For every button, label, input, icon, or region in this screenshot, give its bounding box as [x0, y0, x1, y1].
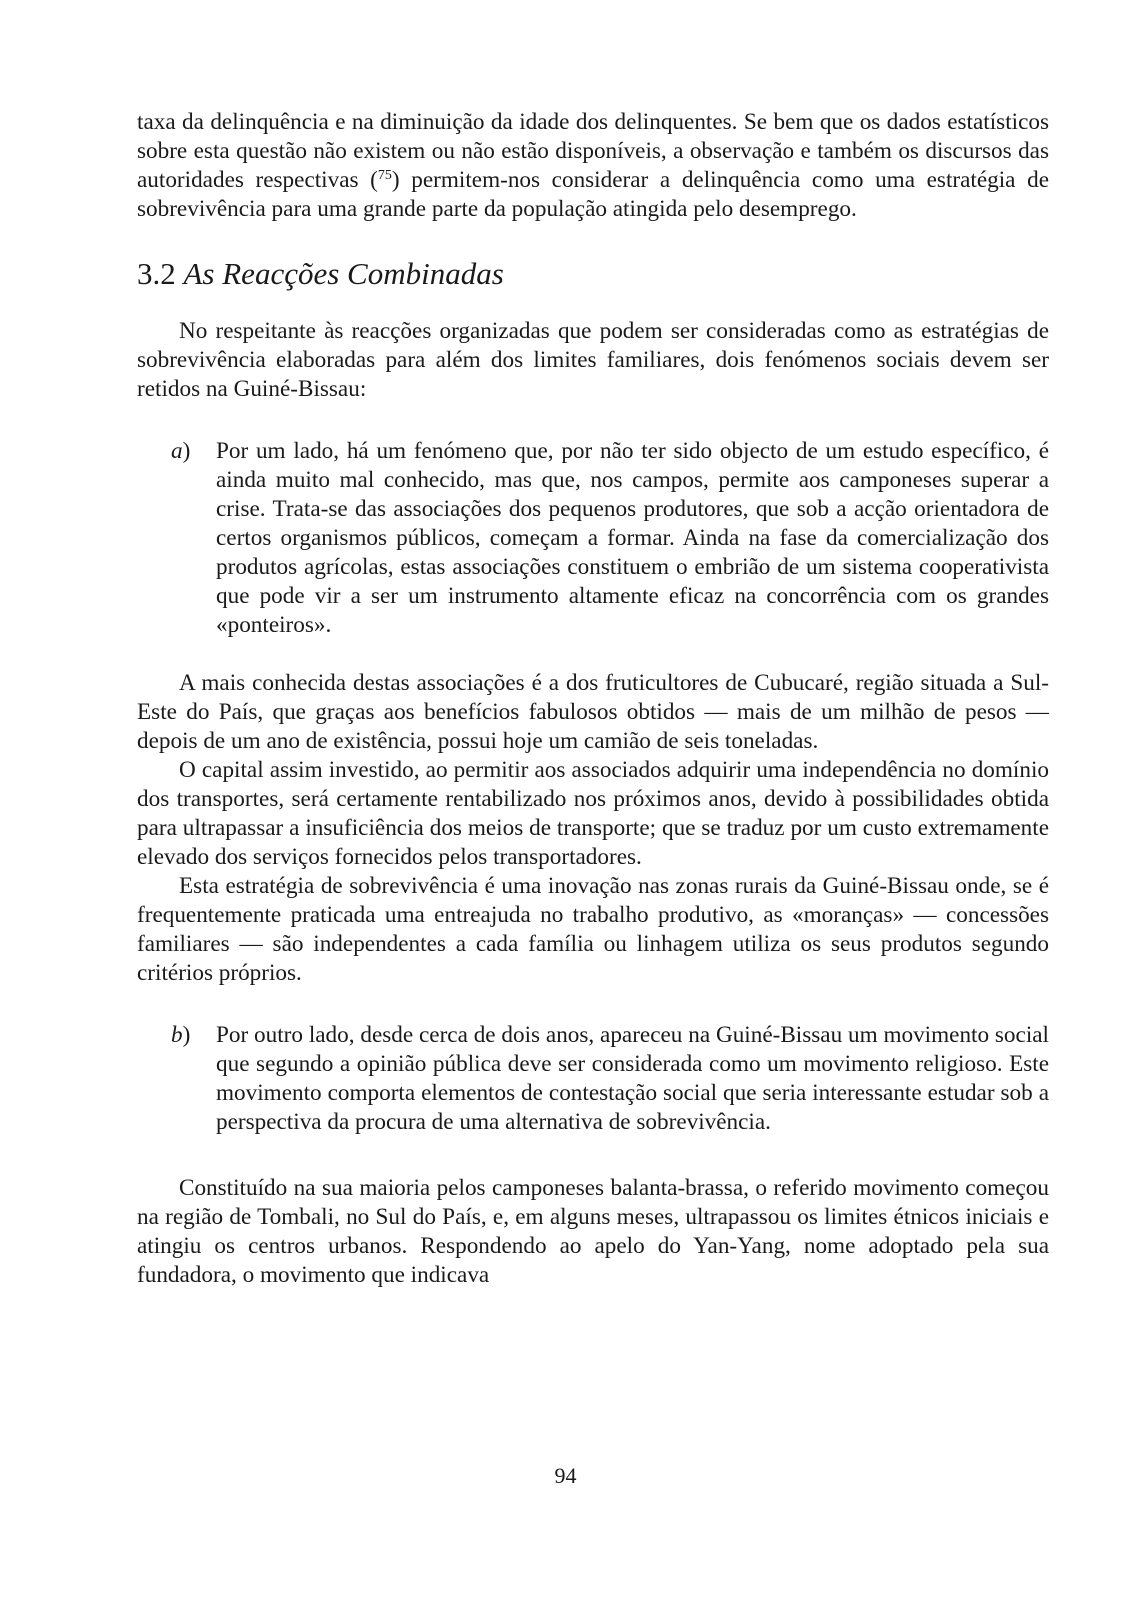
section-title: As Reacções Combinadas — [183, 256, 504, 291]
page-body — [137, 108, 1049, 1290]
intro-text-after-note: ) permitem-nos considerar a delinquência como uma estratégia de sobrevivência para uma grande parte da população atingida pelo desemprego. — [137, 167, 1049, 222]
section-number: 3.2 — [137, 256, 176, 291]
footnote-reference[interactable]: 75 — [377, 168, 392, 183]
intro-text-before-note: taxa da delinquência e na diminuição da idade dos delinquentes. Se bem que os dados estatísticos sobre esta questão não existem ou não estão disponíveis, a observação e também os discursos das autoridades respectivas ( — [137, 109, 1049, 193]
paragraph-estrategia: Esta estratégia de sobrevivência é uma inovação nas zonas rurais da Guiné-Bissau onde, se é frequentemente praticada uma entreajuda no trabalho produtivo, as «moranças» — concessões familiares — são independentes a cada família ou linhagem utiliza os seus produtos segundo critérios próprios. — [137, 873, 1049, 986]
list-marker-a: a) — [171, 438, 191, 464]
intro-paragraph — [137, 108, 1049, 224]
list-item-a — [137, 437, 1049, 640]
paragraph-cubucare: A mais conhecida destas associações é a dos fruticultores de Cubucaré, região situada a Sul-Este do País, que graças aos benefícios fabulosos obtidos — mais de um milhão de pesos — depois de um ano de existência, possui hoje um camião de seis toneladas. — [137, 670, 1049, 754]
list-marker-b: b) — [171, 1022, 191, 1048]
list-item-b — [137, 1021, 1049, 1137]
page-number: 94 — [554, 1463, 577, 1488]
section-heading — [137, 256, 1049, 292]
list-item-b-text: Por outro lado, desde cerca de dois anos, apareceu na Guiné-Bissau um movimento social que segundo a opinião pública deve ser considerada como um movimento religioso. Este movimento comporta elementos de contestação social que seria interessante estudar sob a perspectiva da procura de uma alternativa de sobrevivência. — [216, 1022, 1049, 1135]
section-intro-paragraph: No respeitante às reacções organizadas que podem ser consideradas como as estratégias de sobrevivência elaboradas para além dos limites familiares, dois fenómenos sociais devem ser retidos na Guiné-Bissau: — [137, 318, 1049, 402]
paragraph-constituido: Constituído na sua maioria pelos camponeses balanta-brassa, o referido movimento começou na região de Tombali, no Sul do País, e, em alguns meses, ultrapassou os limites étnicos iniciais e atingiu os centros urbanos. Respondendo ao apelo do Yan-Yang, nome adoptado pela sua fundadora, o movimento que indicava — [137, 1175, 1049, 1288]
list-item-a-text: Por um lado, há um fenómeno que, por não ter sido objecto de um estudo específico, é ainda muito mal conhecido, mas que, nos campos, permite aos camponeses superar a crise. Trata-se das associações dos pequenos produtores, que sob a acção orientadora de certos organismos públicos, começam a formar. Ainda na fase da comercialização dos produtos agrícolas, estas associações constituem o embrião de um sistema cooperativista que pode vir a ser um instrumento altamente eficaz na concorrência com os grandes «ponteiros». — [216, 438, 1049, 638]
paragraph-capital: O capital assim investido, ao permitir aos associados adquirir uma independência no domínio dos transportes, será certamente rentabilizado nos próximos anos, devido à possibilidades obtida para ultrapassar a insuficiência dos meios de transporte; que se traduz por um custo extremamente elevado dos serviços fornecidos pelos transportadores. — [137, 757, 1049, 870]
